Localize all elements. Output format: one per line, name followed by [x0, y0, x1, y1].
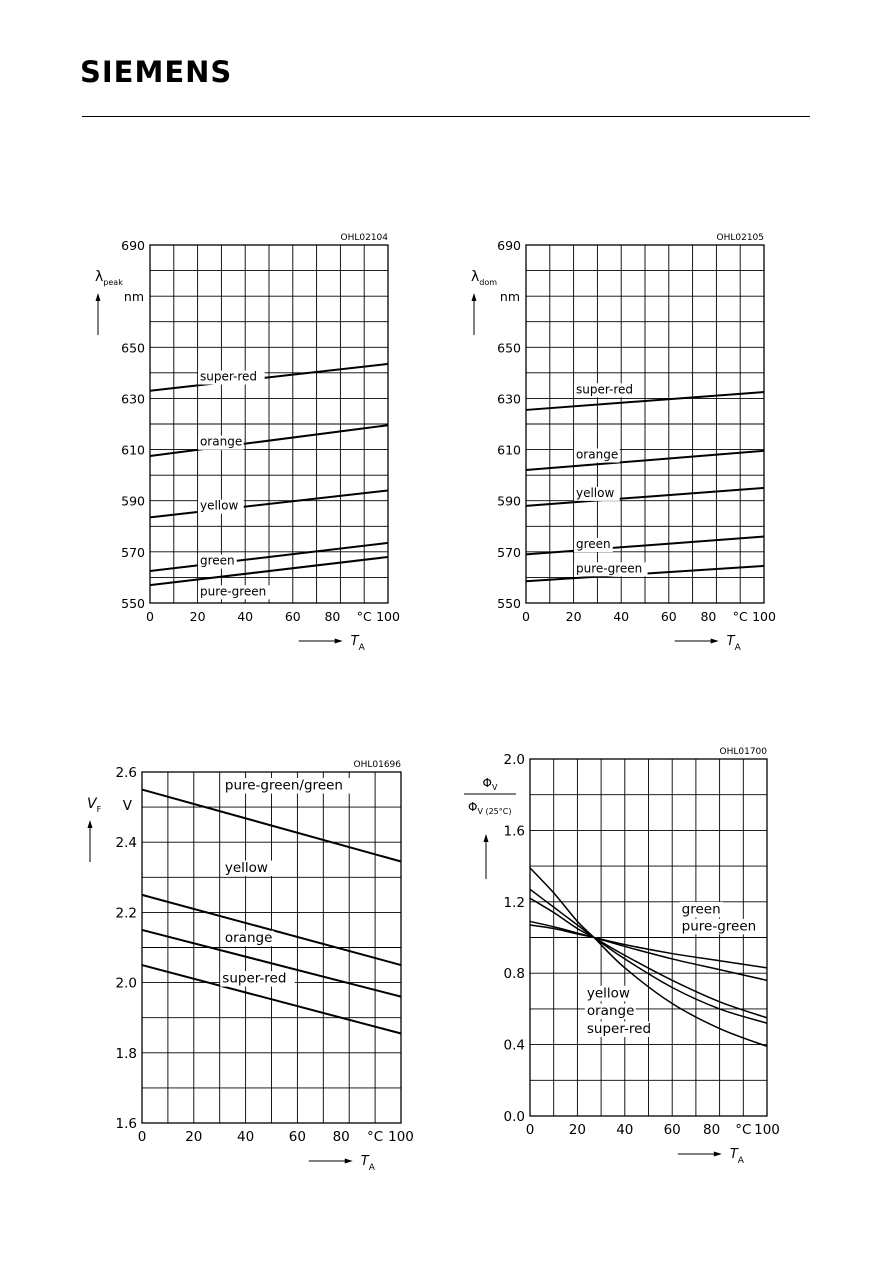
y-tick-label: 650 — [497, 340, 521, 356]
chart-code: OHL02104 — [340, 233, 388, 243]
y-tick-label: 0.8 — [503, 966, 525, 983]
siemens-logo: SIEMENS — [80, 55, 233, 89]
x-tick-label: 80 — [700, 609, 717, 624]
x-tick-label: 80 — [324, 609, 341, 624]
x-axis-label: $T_A$ — [729, 1147, 744, 1166]
x-tick-label: 40 — [613, 609, 630, 624]
y-unit-label: V — [122, 798, 132, 814]
x-tick-label: 0 — [146, 609, 154, 624]
x-unit-label: °C — [367, 1129, 384, 1145]
series-label-orange: orange — [586, 1003, 635, 1020]
y-tick-label: 610 — [121, 442, 145, 458]
y-arrow-head — [484, 834, 489, 842]
chart-code: OHL01700 — [719, 747, 767, 757]
x-tick-label: 80 — [332, 1129, 350, 1145]
chart-code: OHL01696 — [353, 760, 401, 770]
x-tick-label: 60 — [663, 1122, 681, 1138]
x-tick-label: 60 — [288, 1129, 306, 1145]
y-unit-label: nm — [123, 289, 144, 304]
x-tick-label: 20 — [565, 609, 582, 624]
series-label-super-red: super-red — [199, 369, 258, 384]
y-tick-label: 590 — [497, 493, 521, 509]
x-tick-label: 100 — [752, 609, 776, 624]
y-unit-label: nm — [499, 289, 520, 304]
x-tick-label: 0 — [525, 1122, 535, 1138]
series-label-yellow: yellow — [224, 860, 268, 877]
y-tick-label: 650 — [121, 340, 145, 356]
series-label-pure-green: pure-green — [681, 918, 757, 935]
x-tick-label: 0 — [137, 1129, 147, 1145]
series-label-pure-green: pure-green — [199, 584, 267, 599]
x-unit-label: °C — [735, 1122, 752, 1138]
y-tick-label: 610 — [497, 442, 521, 458]
x-axis-label: $T_A$ — [350, 634, 365, 653]
x-tick-label: 20 — [185, 1129, 203, 1145]
y-tick-label: 570 — [497, 544, 521, 560]
y-tick-label: 2.0 — [503, 752, 525, 768]
y-tick-label: 590 — [121, 493, 145, 509]
y-tick-label: 690 — [497, 238, 521, 253]
series-label-green: green — [199, 553, 235, 568]
x-tick-label: 60 — [660, 609, 677, 624]
x-tick-label: 40 — [616, 1122, 634, 1138]
x-tick-label: 40 — [237, 609, 254, 624]
y-axis-label: $\lambda_{peak}$ — [95, 269, 123, 287]
y-tick-label: 0.4 — [503, 1037, 525, 1054]
x-unit-label: °C — [732, 609, 748, 624]
x-tick-label: 20 — [189, 609, 206, 624]
x-axis-label: $T_A$ — [726, 634, 741, 653]
y-tick-label: 690 — [121, 238, 145, 253]
series-label-super-red: super-red — [222, 970, 287, 987]
series-label-green: green — [575, 537, 611, 552]
series-label-pure-green: pure-green — [575, 561, 643, 576]
y-tick-label: 0.0 — [503, 1109, 525, 1125]
y-tick-label: 1.6 — [115, 1116, 137, 1132]
chart-code: OHL02105 — [716, 233, 764, 243]
y-tick-label: 630 — [121, 391, 145, 407]
x-unit-label: °C — [356, 609, 372, 624]
x-axis-label: $T_A$ — [360, 1154, 375, 1173]
y-axis-label: $\lambda_{dom}$ — [471, 269, 498, 287]
grid — [530, 759, 767, 1116]
y-tick-label: 630 — [497, 391, 521, 407]
series-label-green: green — [681, 901, 721, 918]
series-label-super-red: super-red — [586, 1020, 652, 1037]
y-tick-label: 2.0 — [115, 975, 137, 992]
y-tick-label: 1.2 — [503, 894, 525, 911]
y-tick-label: 2.4 — [115, 835, 137, 852]
series-label-orange: orange — [575, 447, 619, 462]
x-tick-label: 80 — [703, 1122, 721, 1138]
series-label-yellow: yellow — [586, 985, 630, 1002]
x-tick-label: 60 — [284, 609, 301, 624]
x-tick-label: 100 — [388, 1129, 414, 1145]
y-tick-label: 550 — [121, 596, 145, 611]
series-label-orange: orange — [224, 930, 273, 947]
y-tick-label: 1.6 — [503, 823, 525, 840]
x-tick-label: 100 — [754, 1122, 780, 1138]
y-axis-label: $V_F$ — [87, 796, 102, 814]
y-tick-label: 550 — [497, 596, 521, 611]
y-axis-label-numerator: $\Phi_V$ — [482, 776, 498, 792]
x-tick-label: 100 — [376, 609, 400, 624]
y-tick-label: 1.8 — [115, 1045, 137, 1062]
y-tick-label: 2.2 — [115, 905, 137, 922]
x-tick-label: 0 — [522, 609, 530, 624]
x-tick-label: 20 — [568, 1122, 586, 1138]
y-tick-label: 570 — [121, 544, 145, 560]
series-label-yellow: yellow — [199, 498, 239, 513]
series-label-super-red: super-red — [575, 382, 634, 397]
series-label-yellow: yellow — [575, 485, 615, 500]
y-axis-label-denominator: $\Phi_{V (25^\circ C)}$ — [468, 800, 512, 816]
series-label-orange: orange — [199, 434, 243, 449]
series-label-pure-green-green: pure-green/green — [224, 777, 343, 794]
x-tick-label: 40 — [237, 1129, 255, 1145]
x-arrow-head — [714, 1152, 722, 1157]
y-tick-label: 2.6 — [115, 765, 137, 781]
